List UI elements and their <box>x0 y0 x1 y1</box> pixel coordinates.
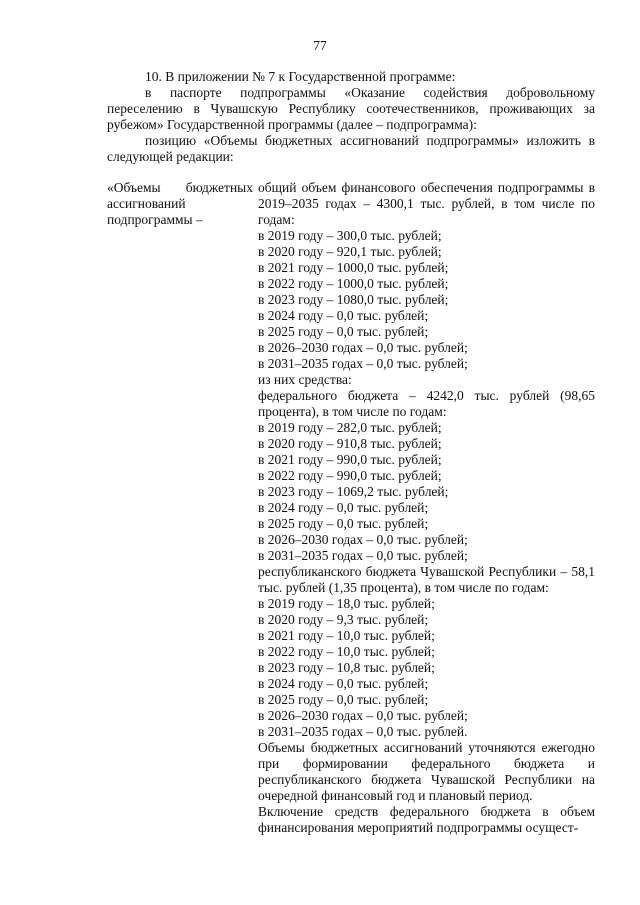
republic-year-line: в 2021 году – 10,0 тыс. рублей; <box>258 628 435 643</box>
total-year-line: в 2021 году – 1000,0 тыс. рублей; <box>258 260 449 275</box>
federal-funding-text: федерального бюджета – 4242,0 тыс. рублей (98,65 процента), в том числе по годам: <box>258 388 595 419</box>
republic-year-line: в 2020 году – 9,3 тыс. рублей; <box>258 612 429 627</box>
federal-year-line: в 2022 году – 990,0 тыс. рублей; <box>258 468 442 483</box>
republic-year-line: в 2019 году – 18,0 тыс. рублей; <box>258 596 435 611</box>
federal-year-line: в 2025 году – 0,0 тыс. рублей; <box>258 516 429 531</box>
total-year-line: в 2023 году – 1080,0 тыс. рублей; <box>258 292 449 307</box>
total-funding-text: общий объем финансового обеспечения подпрограммы в 2019–2035 годах – 4300,1 тыс. рублей, в том числе по годам: <box>258 180 595 227</box>
republic-year-line: в 2023 году – 10,8 тыс. рублей; <box>258 660 435 675</box>
total-year-line: в 2031–2035 годах – 0,0 тыс. рублей; <box>258 356 468 371</box>
label-dash: – <box>196 212 203 227</box>
inclusion-note: Включение средств федерального бюджета в объем финансирования мероприятий подпрограммы осущест- <box>258 804 595 835</box>
federal-year-line: в 2023 году – 1069,2 тыс. рублей; <box>258 484 449 499</box>
federal-year-line: в 2020 году – 910,8 тыс. рублей; <box>258 436 442 451</box>
intro-passport-paragraph: в паспорте подпрограммы «Оказание содействия добровольному переселению в Чувашскую Республику соотечественников, проживающих за рубежом» Государственной программы (далее – подпрограмма): <box>107 85 595 132</box>
total-year-line: в 2020 году – 920,1 тыс. рублей; <box>258 244 442 259</box>
refinement-note: Объемы бюджетных ассигнований уточняются ежегодно при формировании федерального бюджета и республиканского бюджета Чувашской Республики на очередной финансовый год и плановый период. <box>258 740 595 803</box>
federal-year-line: в 2031–2035 годах – 0,0 тыс. рублей; <box>258 548 468 563</box>
position-label <box>107 180 253 228</box>
federal-year-line: в 2019 году – 282,0 тыс. рублей; <box>258 420 442 435</box>
total-year-line: в 2022 году – 1000,0 тыс. рублей; <box>258 276 449 291</box>
position-label-text: «Объемы бюджетных ассигнований подпрограммы <box>107 180 253 227</box>
page-number: 77 <box>313 38 327 53</box>
intro-block <box>107 69 595 165</box>
position-content <box>258 180 595 836</box>
republic-year-line: в 2026–2030 годах – 0,0 тыс. рублей; <box>258 708 468 723</box>
of-them-line: из них средства: <box>258 372 352 387</box>
republic-year-line: в 2025 году – 0,0 тыс. рублей; <box>258 692 429 707</box>
federal-year-line: в 2026–2030 годах – 0,0 тыс. рублей; <box>258 532 468 547</box>
intro-item-heading: 10. В приложении № 7 к Государственной программе: <box>145 69 456 84</box>
federal-year-line: в 2024 году – 0,0 тыс. рублей; <box>258 500 429 515</box>
republic-year-line: в 2031–2035 годах – 0,0 тыс. рублей. <box>258 724 468 739</box>
total-year-line: в 2025 году – 0,0 тыс. рублей; <box>258 324 429 339</box>
federal-year-line: в 2021 году – 990,0 тыс. рублей; <box>258 452 442 467</box>
intro-position-paragraph: позицию «Объемы бюджетных ассигнований подпрограммы» изложить в следующей редакции: <box>107 133 595 164</box>
total-year-line: в 2024 году – 0,0 тыс. рублей; <box>258 308 429 323</box>
republic-year-line: в 2024 году – 0,0 тыс. рублей; <box>258 676 429 691</box>
total-year-line: в 2026–2030 годах – 0,0 тыс. рублей; <box>258 340 468 355</box>
total-year-line: в 2019 году – 300,0 тыс. рублей; <box>258 228 442 243</box>
republic-funding-text: республиканского бюджета Чувашской Республики – 58,1 тыс. рублей (1,35 процента), в том числе по годам: <box>258 564 595 595</box>
republic-year-line: в 2022 году – 10,0 тыс. рублей; <box>258 644 435 659</box>
